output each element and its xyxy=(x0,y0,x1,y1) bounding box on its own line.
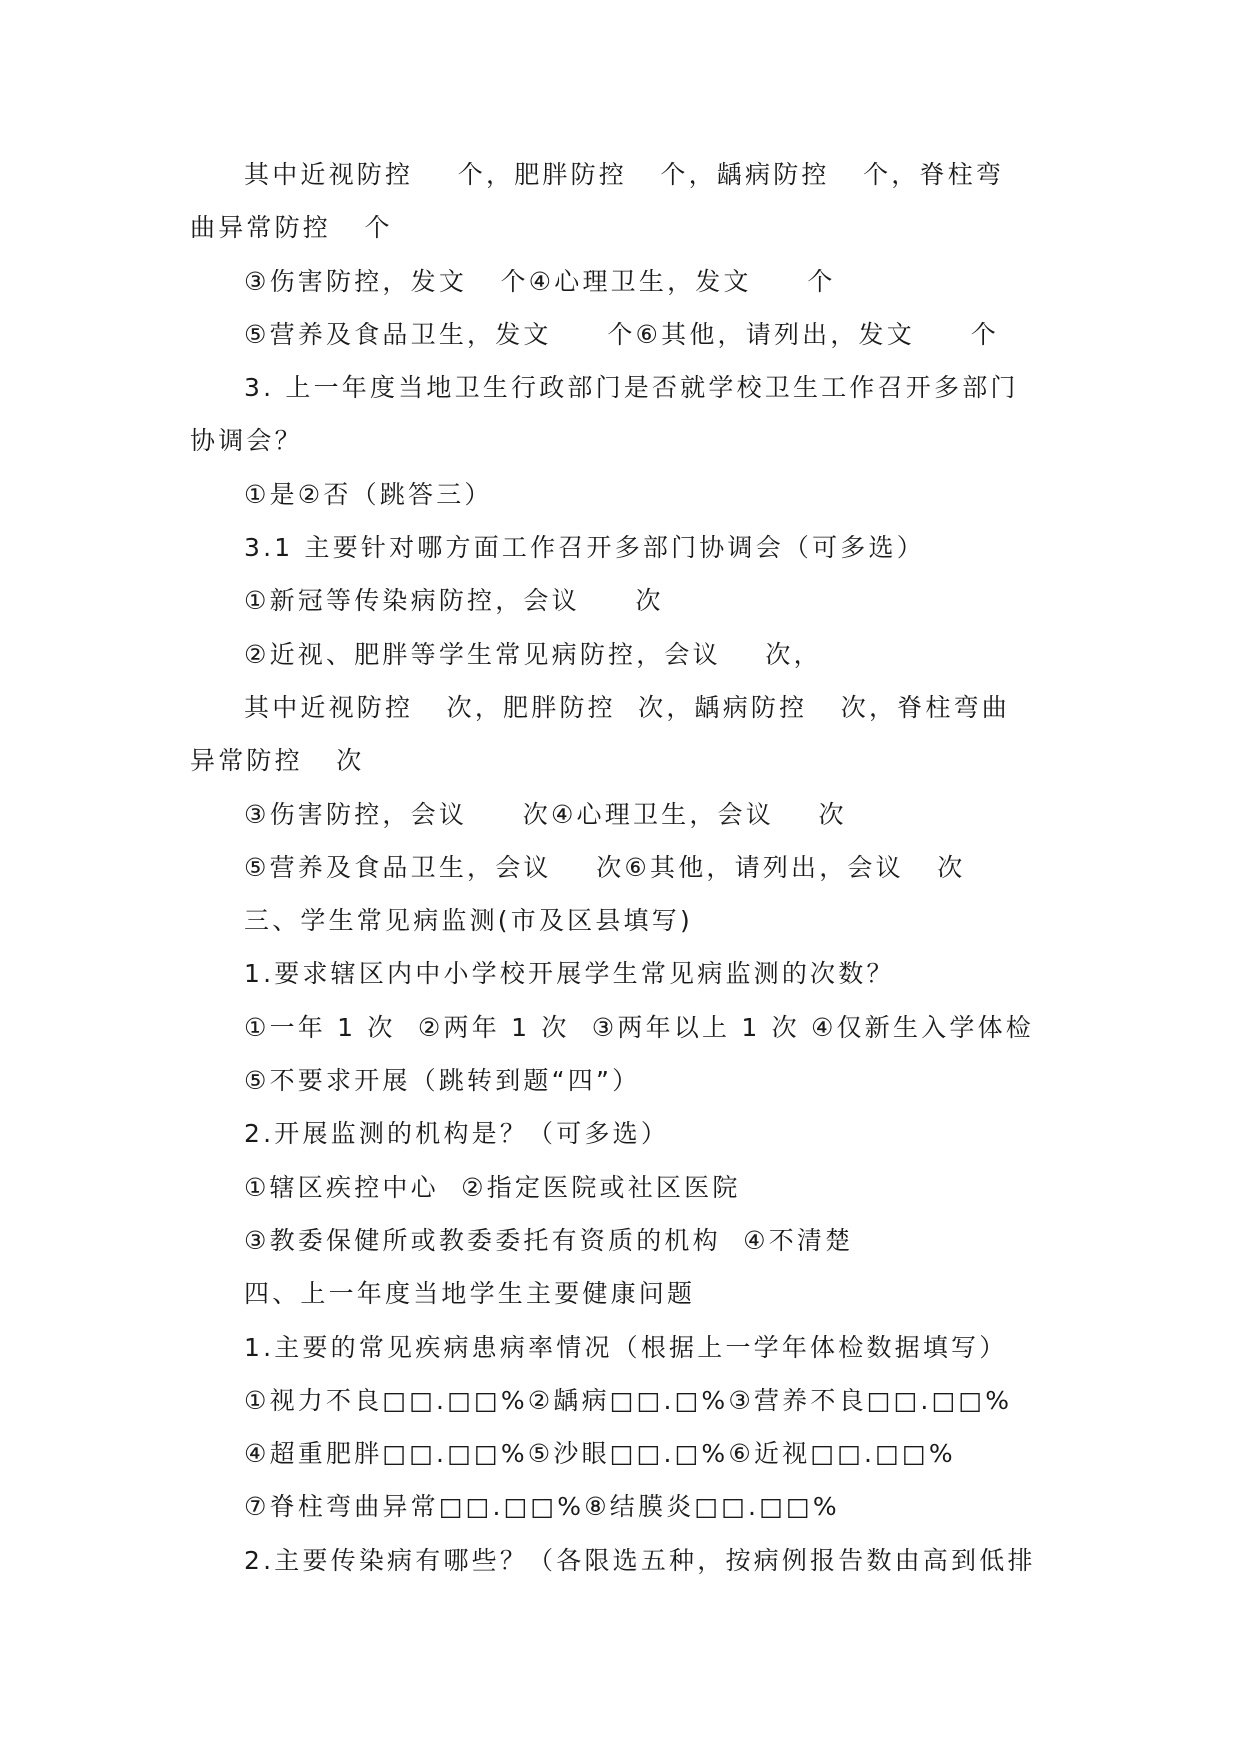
section-3-question-1-options: ①一年 1 次 ②两年 1 次 ③两年以上 1 次 ④仅新生入学体检 xyxy=(244,1012,1034,1042)
section-4-question-1: 1.主要的常见疾病患病率情况（根据上一学年体检数据填写） xyxy=(244,1332,1008,1362)
text-line-10: ②近视、肥胖等学生常见病防控，会议 次， xyxy=(244,639,822,669)
section-3-question-2-options: ①辖区疾控中心 ②指定医院或社区医院 xyxy=(244,1172,741,1202)
section-heading-4: 四、上一年度当地学生主要健康问题 xyxy=(244,1279,696,1309)
prevalence-line-1: ①视力不良□□.□□%②龋病□□.□%③营养不良□□.□□% xyxy=(244,1385,1013,1415)
section-3-question-2-options-cont: ③教委保健所或教委委托有资质的机构 ④不清楚 xyxy=(244,1225,854,1255)
prevalence-line-2: ④超重肥胖□□.□□%⑤沙眼□□.□%⑥近视□□.□□% xyxy=(244,1439,956,1469)
section-3-question-2: 2.开展监测的机构是？（可多选） xyxy=(244,1119,670,1149)
text-line-12: 异常防控 次 xyxy=(190,746,365,776)
text-line-14: ⑤营养及食品卫生，会议 次⑥其他，请列出，会议 次 xyxy=(244,852,966,882)
question-3-continued: 协调会？ xyxy=(190,426,303,456)
text-line-2: 曲异常防控 个 xyxy=(190,213,393,243)
text-line-4: ⑤营养及食品卫生，发文 个⑥其他，请列出，发文 个 xyxy=(244,319,999,349)
document-body xyxy=(190,148,1050,1587)
section-4-question-2: 2.主要传染病有哪些？（各限选五种，按病例报告数由高到低排 xyxy=(244,1545,1036,1575)
text-line-9: ①新冠等传染病防控，会议 次 xyxy=(244,586,664,616)
question-3-1: 3.1 主要针对哪方面工作召开多部门协调会（可多选） xyxy=(244,533,925,563)
prevalence-line-3: ⑦脊柱弯曲异常□□.□□%⑧结膜炎□□.□□% xyxy=(244,1492,840,1522)
question-3-options: ①是②否（跳答三） xyxy=(244,479,493,509)
section-3-question-1: 1.要求辖区内中小学校开展学生常见病监测的次数？ xyxy=(244,959,895,989)
section-3-question-1-options-cont: ⑤不要求开展（跳转到题“四”） xyxy=(244,1066,641,1096)
text-line-11: 其中近视防控 次，肥胖防控 次，龋病防控 次，脊柱弯曲 xyxy=(244,692,1010,722)
text-line-3: ③伤害防控，发文 个④心理卫生，发文 个 xyxy=(244,266,836,296)
text-line-1: 其中近视防控 个，肥胖防控 个，龋病防控 个，脊柱弯 xyxy=(244,160,1005,189)
text-line-13: ③伤害防控，会议 次④心理卫生，会议 次 xyxy=(244,799,847,829)
section-heading-3: 三、学生常见病监测(市及区县填写) xyxy=(244,906,693,936)
question-3: 3. 上一年度当地卫生行政部门是否就学校卫生工作召开多部门 xyxy=(244,373,1019,403)
